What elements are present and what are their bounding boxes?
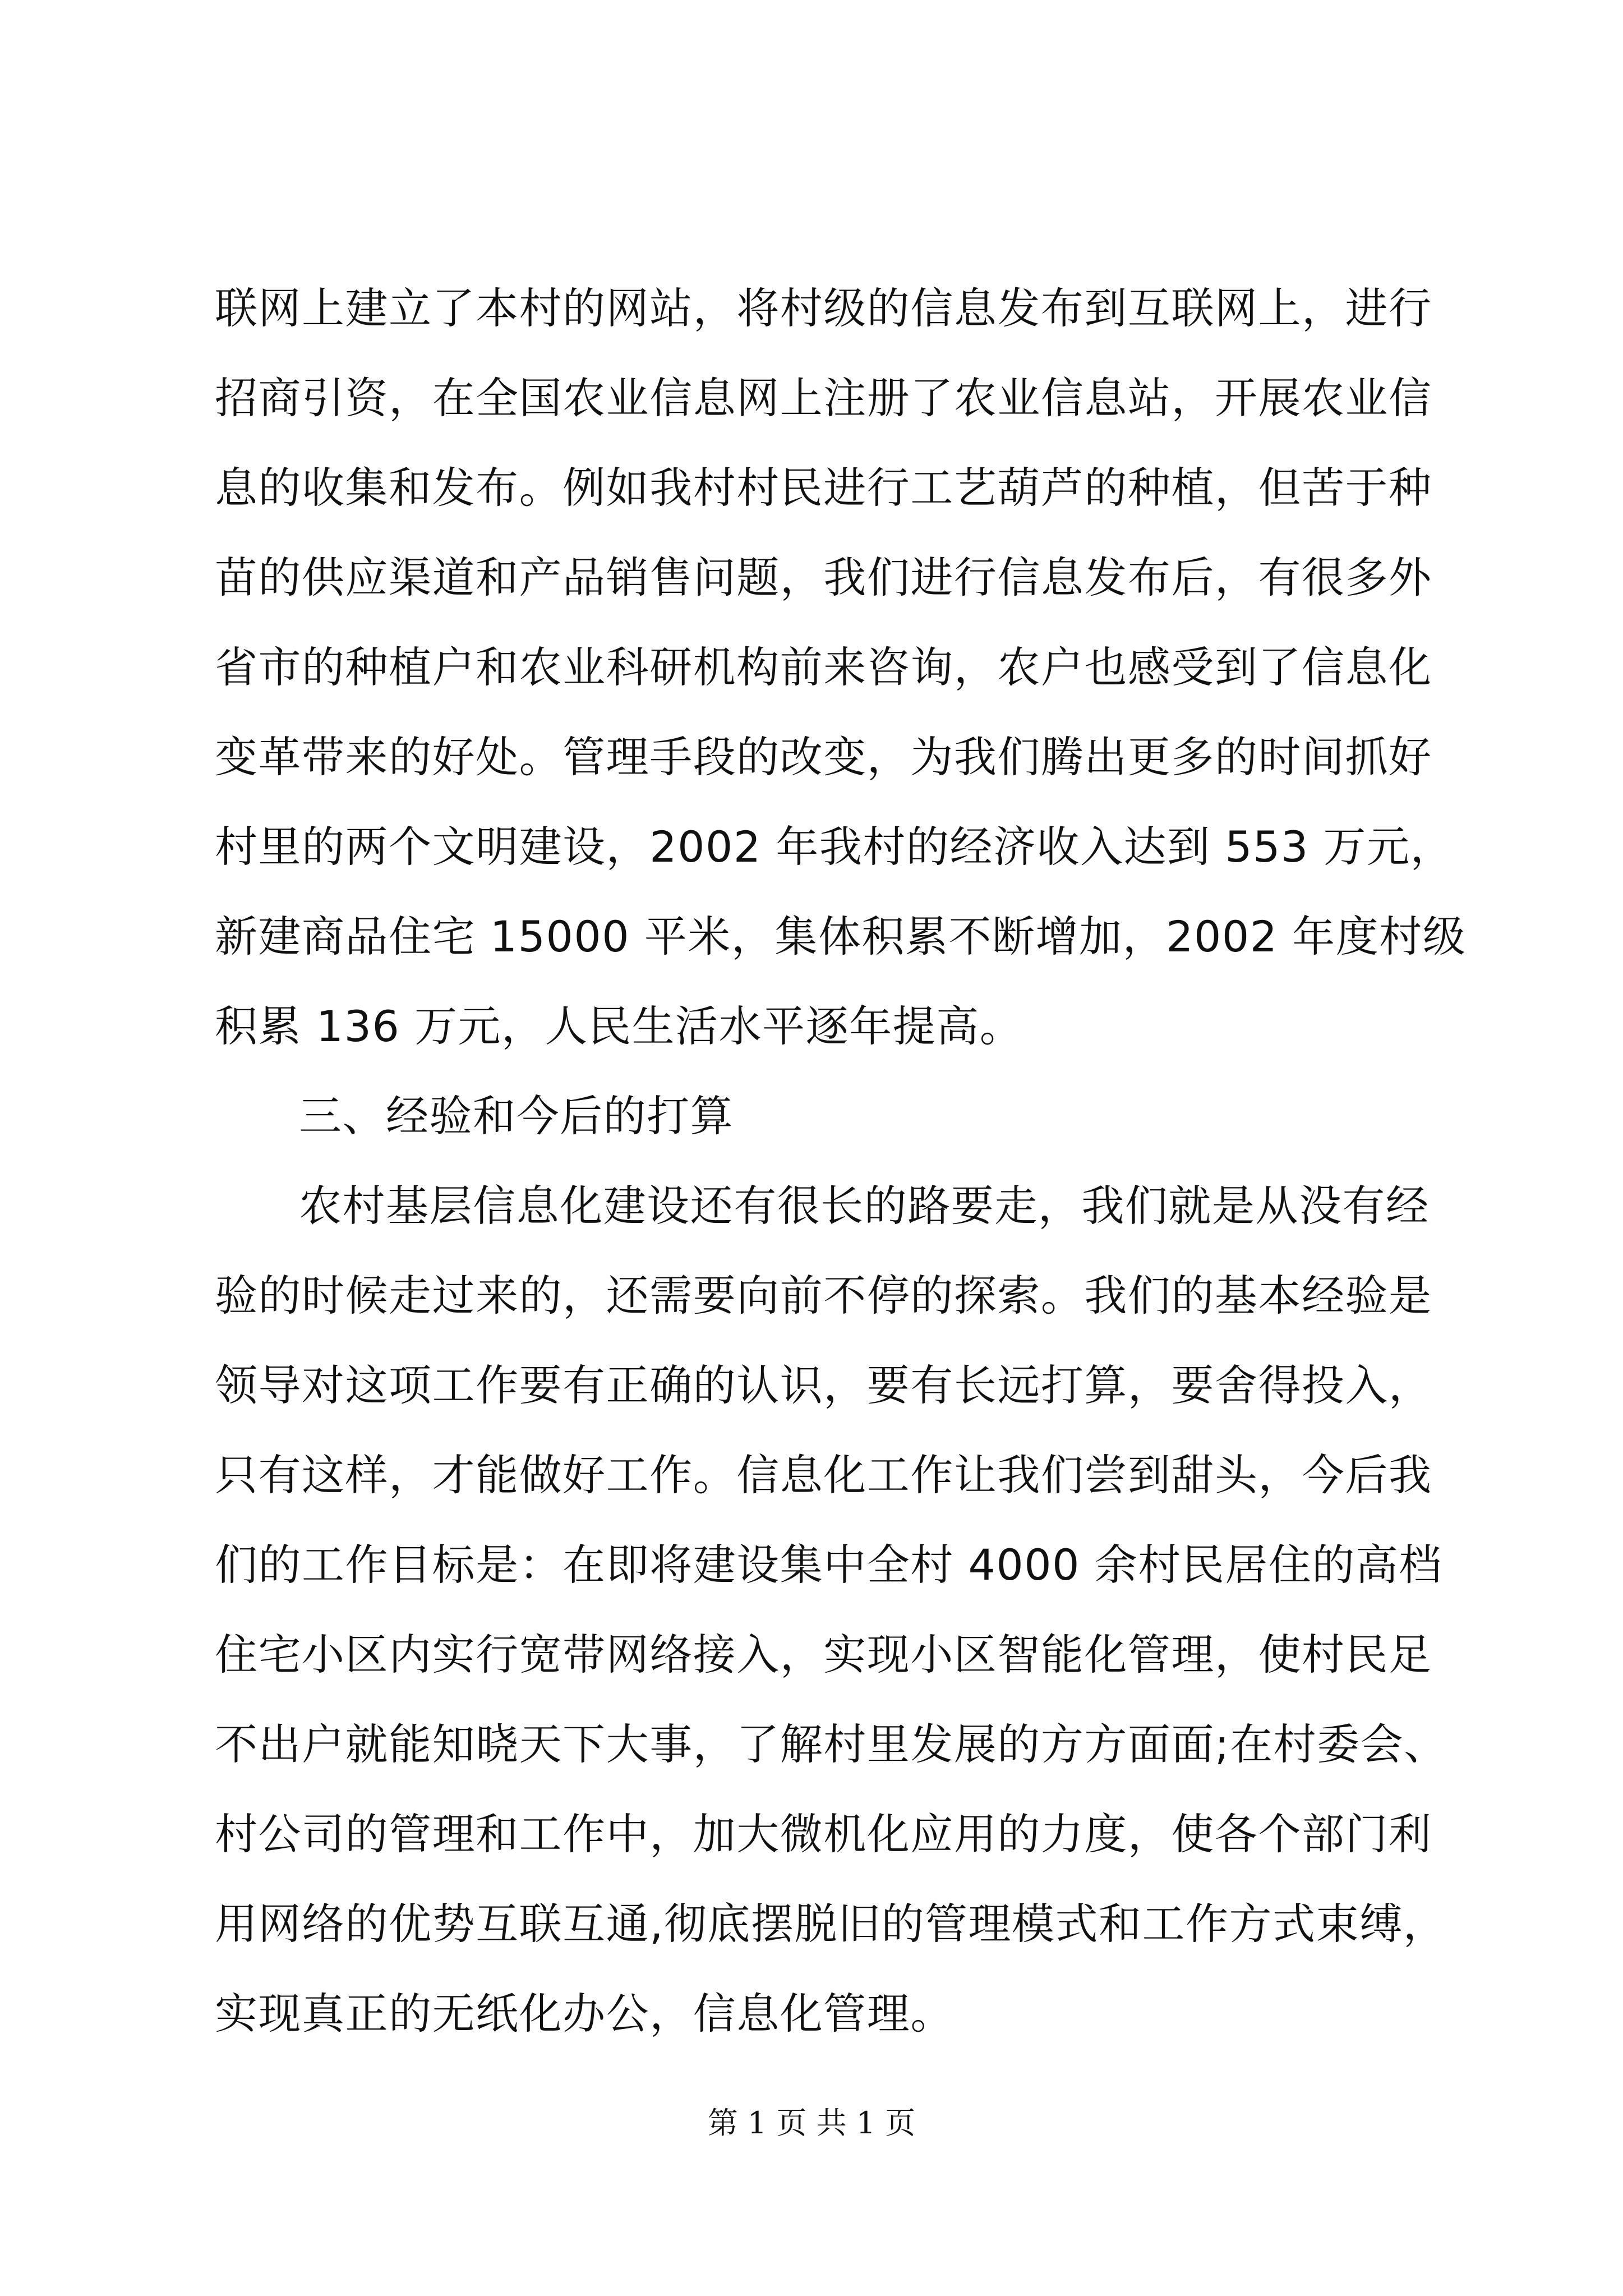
paragraph-line: 联网上建立了本村的网站，将村级的信息发布到互联网上，进行 [215,283,1432,333]
paragraph-line: 不出户就能知晓天下大事，了解村里发展的方方面面;在村委会、 [215,1719,1447,1769]
paragraph-line: 村里的两个文明建设，2002 年我村的经济收入达到 553 万元， [215,822,1454,872]
section-heading: 三、经验和今后的打算 [299,1091,734,1141]
paragraph-line: 农村基层信息化建设还有很长的路要走，我们就是从没有经 [299,1181,1430,1231]
paragraph-line: 省市的种植户和农业科研机构前来咨询，农户也感受到了信息化 [215,642,1432,692]
paragraph-line: 们的工作目标是：在即将建设集中全村 4000 余村民居住的高档 [215,1540,1442,1590]
paragraph-line: 村公司的管理和工作中，加大微机化应用的力度，使各个部门利 [215,1809,1432,1859]
paragraph-line: 息的收集和发布。例如我村村民进行工艺葫芦的种植，但苦于种 [215,463,1432,513]
paragraph-line: 积累 136 万元，人民生活水平逐年提高。 [215,1001,1023,1051]
page-footer: 第 1 页 共 1 页 [707,2105,916,2141]
paragraph-line: 验的时候走过来的，还需要向前不停的探索。我们的基本经验是 [215,1271,1432,1320]
paragraph-line: 变革带来的好处。管理手段的改变，为我们腾出更多的时间抓好 [215,732,1432,782]
paragraph-line: 招商引资，在全国农业信息网上注册了农业信息站，开展农业信 [215,373,1432,423]
paragraph-line: 领导对这项工作要有正确的认识，要有长远打算，要舍得投入， [215,1360,1432,1410]
paragraph-line: 住宅小区内实行宽带网络接入，实现小区智能化管理，使村民足 [215,1630,1432,1680]
paragraph-line: 只有这样，才能做好工作。信息化工作让我们尝到甜头，今后我 [215,1450,1432,1500]
paragraph-line: 用网络的优势互联互通,彻底摆脱旧的管理模式和工作方式束缚， [215,1899,1447,1949]
paragraph-line: 新建商品住宅 15000 平米，集体积累不断增加，2002 年度村级 [215,912,1467,961]
document-body [215,264,1467,2059]
paragraph-line: 实现真正的无纸化办公，信息化管理。 [215,1989,954,2039]
paragraph-line: 苗的供应渠道和产品销售问题，我们进行信息发布后，有很多外 [215,553,1432,602]
